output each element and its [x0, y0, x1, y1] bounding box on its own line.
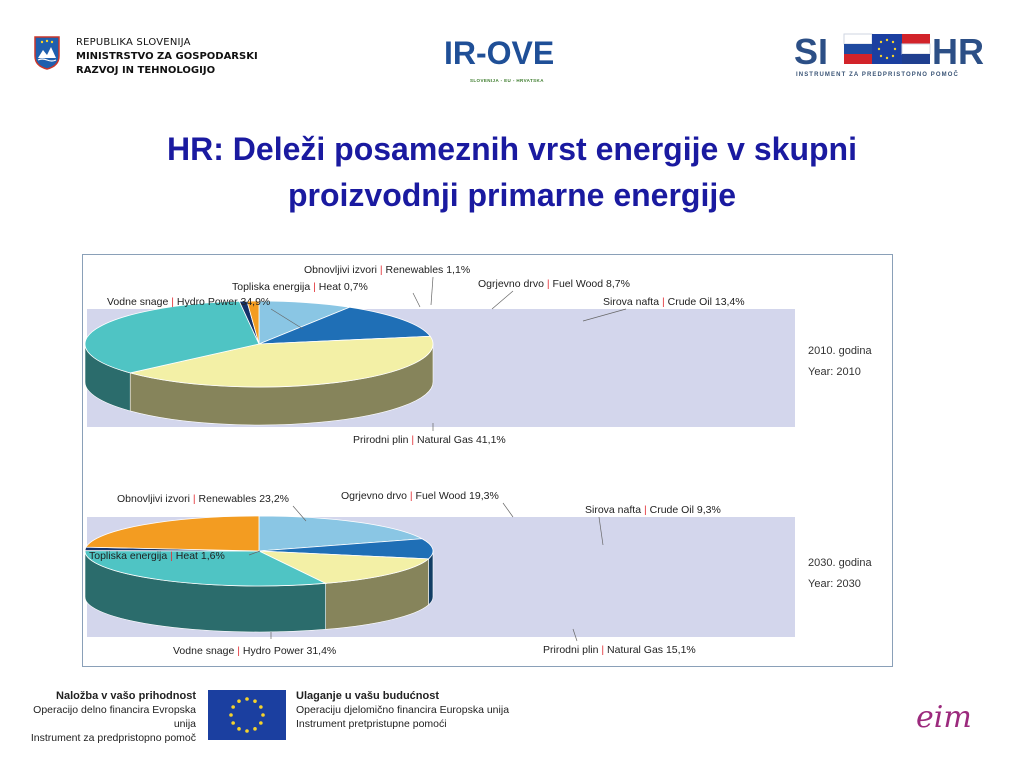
leader-line-renewables: [431, 277, 433, 305]
slice-label-hydro-power: Vodne snage | Hydro Power 34,9%: [107, 296, 271, 308]
slovenia-crest-icon: [34, 36, 60, 70]
slice-label-hydro-power: Vodne snage | Hydro Power 31,4%: [173, 645, 337, 657]
eu-star: [237, 727, 241, 731]
eu-star: [245, 729, 249, 733]
irove-logo-text: IR-OVE: [444, 35, 555, 71]
slice-label-fuel-wood: Ogrjevno drvo | Fuel Wood 8,7%: [478, 278, 630, 290]
eu-star: [237, 699, 241, 703]
slice-label-natural-gas: Prirodni plin | Natural Gas 41,1%: [353, 434, 506, 446]
year-label-2010: [808, 341, 872, 383]
footer-left-heading: Naložba v vašo prihodnost: [56, 690, 196, 702]
slice-label-renewables: Obnovljivi izvori | Renewables 23,2%: [117, 493, 289, 505]
sihr-logo-right: HR: [932, 31, 984, 72]
chart-canvas: [83, 255, 892, 666]
year-label-2010-en: Year: 2010: [808, 366, 861, 378]
footer-right-heading: Ulaganje u vašu budućnost: [296, 690, 440, 702]
eu-star: [259, 721, 263, 725]
sihr-logo-left: SI: [794, 31, 829, 72]
eu-star: [253, 727, 257, 731]
sihr-tagline: INSTRUMENT ZA PREDPRISTOPNO POMOČ: [796, 72, 959, 78]
year-label-2030-local: 2030. godina: [808, 557, 872, 569]
eu-star: [231, 721, 235, 725]
ministry-logo: [34, 36, 258, 78]
footer-right-line-2: Operaciju djelomično financira Europska unija: [296, 704, 510, 716]
footer-slovene-note: [20, 689, 196, 745]
irove-tagline: SLOVENIJA - EU - HRVATSKA: [470, 78, 544, 83]
energy-share-chart: [82, 254, 893, 667]
footer-right-line-3: Instrument pretpristupne pomoći: [296, 718, 447, 730]
year-label-2030-en: Year: 2030: [808, 578, 861, 590]
slice-label-heat: Topliska energija | Heat 0,7%: [232, 281, 368, 293]
eu-star: [229, 713, 233, 717]
footer-left-line-3: Instrument za predpristopno pomoč: [30, 732, 196, 744]
pie-side-crude-oil: [428, 551, 433, 605]
slice-label-natural-gas: Prirodni plin | Natural Gas 15,1%: [543, 644, 696, 656]
slice-label-renewables: Obnovljivi izvori | Renewables 1,1%: [304, 264, 471, 276]
slide-title: [60, 126, 964, 218]
eu-star: [253, 699, 257, 703]
footer-croatian-note: [296, 689, 509, 731]
slide-title-line-1: HR: Deleži posameznih vrst energije v skupni: [167, 131, 857, 167]
eu-flag-icon: [208, 690, 286, 740]
slice-label-crude-oil: Sirova nafta | Crude Oil 9,3%: [585, 504, 721, 516]
sihr-logo-graphic: [794, 30, 998, 72]
slice-label-crude-oil: Sirova nafta | Crude Oil 13,4%: [603, 296, 745, 308]
slice-label-fuel-wood: Ogrjevno drvo | Fuel Wood 19,3%: [341, 490, 499, 502]
eu-star: [259, 705, 263, 709]
eu-star: [261, 713, 265, 717]
year-label-2030: [808, 553, 872, 595]
irove-logo-graphic: [444, 34, 578, 76]
ministry-line-1: REPUBLIKA SLOVENIJA: [76, 37, 191, 48]
leader-line-fuel-wood: [503, 503, 513, 517]
leader-line-heat: [413, 293, 420, 307]
pie-chart-2030: [85, 490, 795, 657]
eu-star: [245, 697, 249, 701]
slice-label-heat: Topliska energija | Heat 1,6%: [89, 550, 225, 562]
eu-star: [231, 705, 235, 709]
irove-logo: [444, 34, 578, 86]
pie-tops: [85, 301, 433, 387]
year-label-2010-local: 2010. godina: [808, 345, 872, 357]
ministry-name: [76, 36, 258, 78]
pie-chart-2010: [85, 264, 795, 446]
footer-left-line-2: Operacijo delno financira Evropska unija: [33, 704, 196, 730]
ministry-line-3: RAZVOJ IN TEHNOLOGIJO: [76, 65, 216, 76]
slide-title-line-2: proizvodnji primarne energije: [287, 177, 737, 213]
eim-logo: eim: [916, 700, 972, 735]
ministry-line-2: MINISTRSTVO ZA GOSPODARSKI: [76, 51, 258, 62]
leader-line-fuel-wood: [492, 291, 513, 309]
sihr-logo: [794, 30, 998, 84]
